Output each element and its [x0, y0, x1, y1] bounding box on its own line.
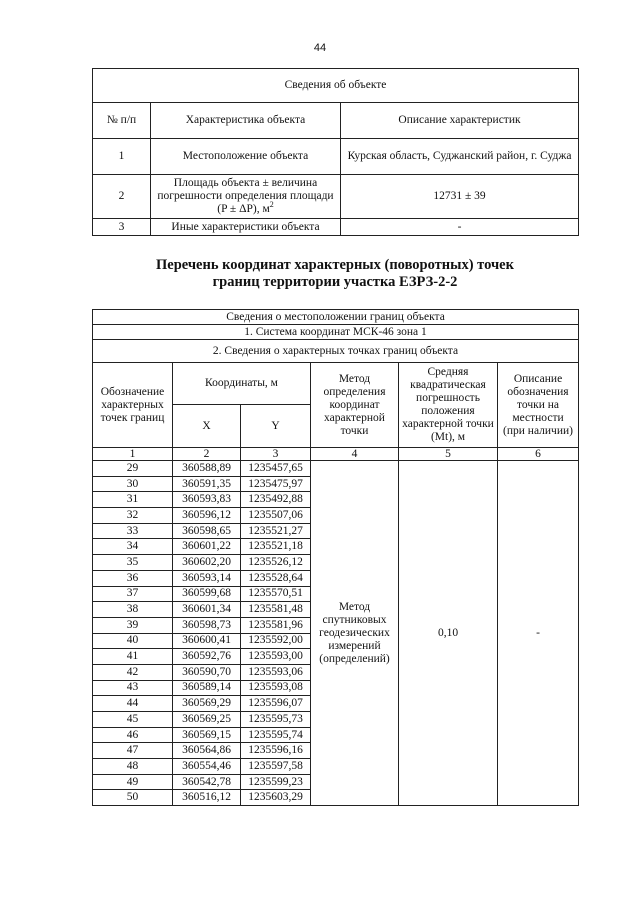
point-id: 45: [93, 712, 173, 728]
point-id: 40: [93, 633, 173, 649]
point-id: 43: [93, 680, 173, 696]
point-id: 32: [93, 508, 173, 524]
x-coordinate: 360593,14: [173, 570, 241, 586]
y-coordinate: 1235603,29: [241, 790, 311, 806]
x-coordinate: 360569,29: [173, 696, 241, 712]
y-coordinate: 1235521,27: [241, 523, 311, 539]
x-coordinate: 360599,68: [173, 586, 241, 602]
y-coordinate: 1235521,18: [241, 539, 311, 555]
point-id: 30: [93, 476, 173, 492]
header-accuracy: Средняя квадратическая погрешность положения характерной точки (Mt), м: [399, 363, 498, 448]
y-coordinate: 1235595,73: [241, 712, 311, 728]
row-description: -: [341, 219, 579, 236]
x-coordinate: 360564,86: [173, 743, 241, 759]
y-coordinate: 1235526,12: [241, 555, 311, 571]
point-id: 42: [93, 664, 173, 680]
column-number: 4: [311, 448, 399, 461]
y-coordinate: 1235592,00: [241, 633, 311, 649]
y-coordinate: 1235581,48: [241, 602, 311, 618]
column-number: 2: [173, 448, 241, 461]
point-id: 38: [93, 602, 173, 618]
x-coordinate: 360601,22: [173, 539, 241, 555]
coord-table-title-3: 2. Сведения о характерных точках границ объекта: [93, 340, 579, 363]
y-coordinate: 1235596,16: [241, 743, 311, 759]
header-method: Метод определения координат характерной точки: [311, 363, 399, 448]
header-coordinates: Координаты, м: [173, 363, 311, 405]
superscript: 2: [269, 200, 274, 210]
x-coordinate: 360542,78: [173, 774, 241, 790]
y-coordinate: 1235457,65: [241, 461, 311, 477]
x-coordinate: 360554,46: [173, 759, 241, 775]
point-id: 29: [93, 461, 173, 477]
x-coordinate: 360593,83: [173, 492, 241, 508]
point-description-value: -: [498, 461, 579, 806]
header-designation: Обозначение характерных точек границ: [93, 363, 173, 448]
table-row: [93, 219, 579, 236]
table-row: [93, 461, 579, 477]
page-number: 44: [313, 42, 327, 54]
point-id: 41: [93, 649, 173, 665]
characteristic-text: Площадь объекта ± величина погрешности определения площади (P ± ΔP), м: [157, 177, 334, 215]
y-coordinate: 1235492,88: [241, 492, 311, 508]
row-description: 12731 ± 39: [341, 175, 579, 219]
x-coordinate: 360598,73: [173, 617, 241, 633]
y-coordinate: 1235593,00: [241, 649, 311, 665]
y-coordinate: 1235581,96: [241, 617, 311, 633]
coord-table-title-2: 1. Система координат МСК-46 зона 1: [93, 325, 579, 340]
point-id: 31: [93, 492, 173, 508]
header-y: Y: [241, 405, 311, 448]
y-coordinate: 1235593,06: [241, 664, 311, 680]
y-coordinate: 1235595,74: [241, 727, 311, 743]
coordinates-table: [92, 309, 579, 806]
column-number: 3: [241, 448, 311, 461]
y-coordinate: 1235528,64: [241, 570, 311, 586]
row-number: 3: [93, 219, 151, 236]
x-coordinate: 360600,41: [173, 633, 241, 649]
point-id: 50: [93, 790, 173, 806]
point-id: 44: [93, 696, 173, 712]
row-characteristic: Иные характеристики объекта: [151, 219, 341, 236]
point-id: 48: [93, 759, 173, 775]
point-id: 49: [93, 774, 173, 790]
section-heading: [92, 257, 578, 291]
row-characteristic: Местоположение объекта: [151, 139, 341, 175]
point-id: 36: [93, 570, 173, 586]
table-row: [93, 175, 579, 219]
row-number: 1: [93, 139, 151, 175]
point-id: 46: [93, 727, 173, 743]
y-coordinate: 1235597,58: [241, 759, 311, 775]
object-table-title: Сведения об объекте: [93, 69, 579, 103]
point-id: 35: [93, 555, 173, 571]
row-number: 2: [93, 175, 151, 219]
y-coordinate: 1235596,07: [241, 696, 311, 712]
heading-line-1: Перечень координат характерных (поворотных) точек: [156, 257, 514, 273]
x-coordinate: 360516,12: [173, 790, 241, 806]
x-coordinate: 360569,25: [173, 712, 241, 728]
x-coordinate: 360588,89: [173, 461, 241, 477]
y-coordinate: 1235475,97: [241, 476, 311, 492]
x-coordinate: 360601,34: [173, 602, 241, 618]
x-coordinate: 360602,20: [173, 555, 241, 571]
accuracy-value: 0,10: [399, 461, 498, 806]
x-coordinate: 360598,65: [173, 523, 241, 539]
header-number: № п/п: [93, 103, 151, 139]
x-coordinate: 360591,35: [173, 476, 241, 492]
column-number: 5: [399, 448, 498, 461]
point-id: 33: [93, 523, 173, 539]
header-characteristic: Характеристика объекта: [151, 103, 341, 139]
row-characteristic: [151, 175, 341, 219]
point-id: 39: [93, 617, 173, 633]
header-x: X: [173, 405, 241, 448]
header-description: Описание характеристик: [341, 103, 579, 139]
point-id: 34: [93, 539, 173, 555]
table-row: [93, 139, 579, 175]
heading-line-2: границ территории участка ЕЗРЗ-2-2: [212, 274, 458, 290]
column-number: 1: [93, 448, 173, 461]
x-coordinate: 360592,76: [173, 649, 241, 665]
x-coordinate: 360589,14: [173, 680, 241, 696]
x-coordinate: 360590,70: [173, 664, 241, 680]
y-coordinate: 1235507,06: [241, 508, 311, 524]
y-coordinate: 1235599,23: [241, 774, 311, 790]
method-value: Метод спутниковых геодезических измерений (определений): [311, 461, 399, 806]
y-coordinate: 1235570,51: [241, 586, 311, 602]
row-description: Курская область, Суджанский район, г. Суджа: [341, 139, 579, 175]
point-id: 47: [93, 743, 173, 759]
object-info-table: [92, 68, 579, 236]
y-coordinate: 1235593,08: [241, 680, 311, 696]
header-point-description: Описание обозначения точки на местности (при наличии): [498, 363, 579, 448]
x-coordinate: 360569,15: [173, 727, 241, 743]
point-id: 37: [93, 586, 173, 602]
column-number: 6: [498, 448, 579, 461]
x-coordinate: 360596,12: [173, 508, 241, 524]
coord-table-title-1: Сведения о местоположении границ объекта: [93, 310, 579, 325]
